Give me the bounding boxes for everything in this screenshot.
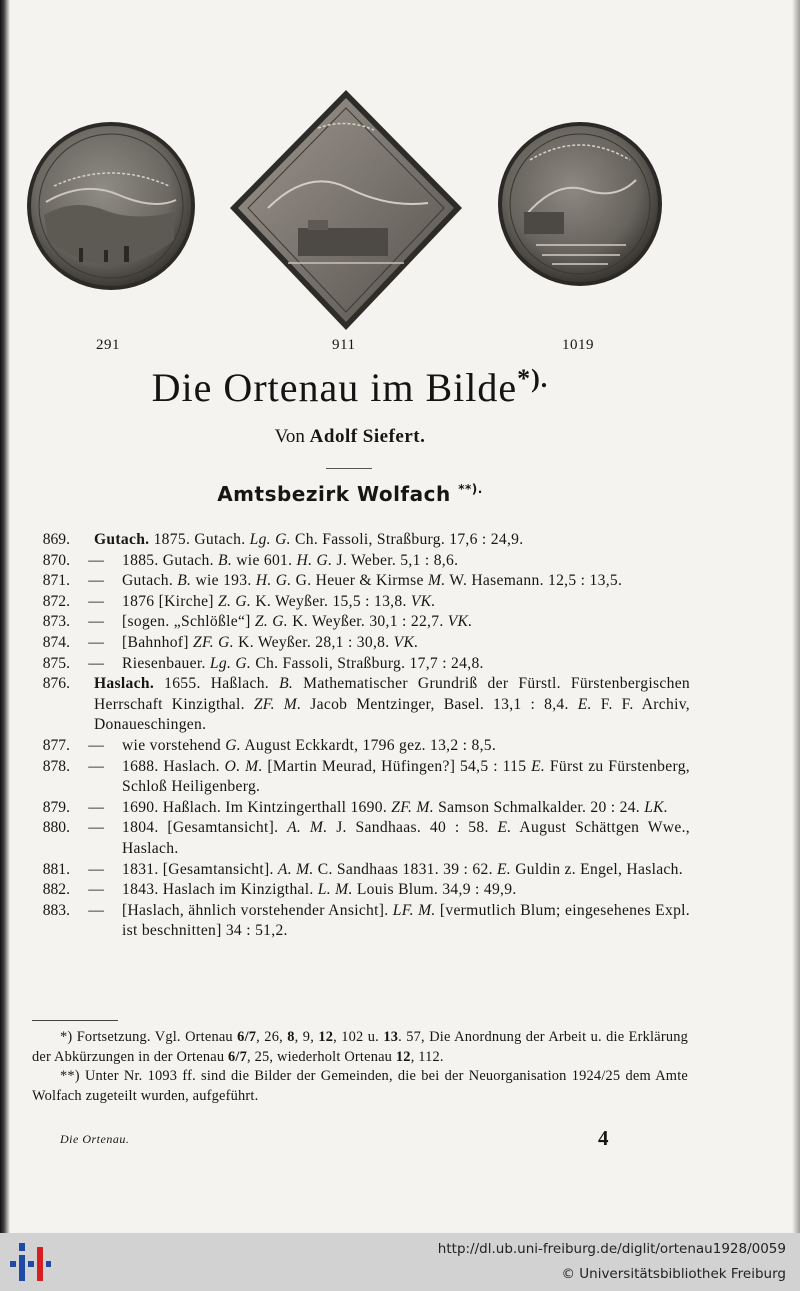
ub-freiburg-logo-icon xyxy=(8,1241,52,1289)
coin-image-291 xyxy=(24,120,198,292)
entry-text: [Bahnhof] ZF. G. K. Weyßer. 28,1 : 30,8. VK. xyxy=(122,633,419,651)
entry-number: 874. xyxy=(42,633,70,651)
coin-number-911: 911 xyxy=(332,337,356,353)
entry-number: 873. xyxy=(42,613,70,631)
entry-number: 876. xyxy=(42,675,70,693)
entry-ditto-dash: — xyxy=(88,798,104,816)
district-heading xyxy=(0,482,700,506)
byline-author: Adolf Siefert. xyxy=(309,426,426,447)
catalog-entry xyxy=(30,757,690,798)
entry-ditto-dash: — xyxy=(88,819,104,837)
copyright-notice: © Universitätsbibliothek Freiburg xyxy=(561,1266,786,1282)
entry-number: 875. xyxy=(42,654,70,672)
entry-text: 1690. Haßlach. Im Kintzingerthall 1690. ZF. M. Samson Schmalkalder. 20 : 24. LK. xyxy=(122,798,669,816)
entry-number: 882. xyxy=(42,881,70,899)
district-text: Amtsbezirk Wolfach xyxy=(217,482,451,506)
coin-image-1019 xyxy=(496,120,664,288)
entry-number: 883. xyxy=(42,901,70,919)
entry-text: wie vorstehend G. August Eckkardt, 1796 gez. 13,2 : 8,5. xyxy=(122,736,497,754)
catalog-entry xyxy=(30,612,690,633)
entry-number: 879. xyxy=(42,798,70,816)
entry-number: 869. xyxy=(42,531,70,548)
entry-text: 1843. Haslach im Kinzigthal. L. M. Louis Blum. 34,9 : 49,9. xyxy=(122,881,517,899)
footnote: *) Fortsetzung. Vgl. Ortenau 6/7, 26, 8, 9, 12, 102 u. 13. 57, Die Anordnung der Arbeit u. die Erklärung der Abkürzungen in der Ortenau 6/7, 25, wiederholt Ortenau 12, 112. xyxy=(32,1029,689,1065)
entry-text: 1688. Haslach. O. M. [Martin Meurad, Hüfingen?] 54,5 : 115 E. Fürst zu Fürstenberg, Schloß Heiligenberg. xyxy=(122,757,690,796)
entry-number: 872. xyxy=(42,592,70,610)
catalog-entry xyxy=(30,880,690,901)
entry-text: 1804. [Gesamtansicht]. A. M. J. Sandhaas. 40 : 58. E. August Schättgen Wwe., Haslach. xyxy=(122,819,690,857)
title-footnote-mark: *). xyxy=(517,364,549,393)
entry-number: 871. xyxy=(42,572,70,590)
section-divider xyxy=(326,468,372,469)
entry-ditto-dash: — xyxy=(88,736,104,754)
byline-von: Von xyxy=(274,426,305,447)
footer-signature: 4 xyxy=(598,1126,609,1150)
entry-number: 880. xyxy=(42,819,70,837)
footnotes xyxy=(32,1028,688,1106)
permalink-url[interactable]: http://dl.ub.uni-freiburg.de/diglit/ortenau1928/0059 xyxy=(437,1241,786,1257)
entry-number: 878. xyxy=(42,757,70,775)
entry-ditto-dash: — xyxy=(88,572,104,590)
catalog-entry xyxy=(30,571,690,592)
entry-ditto-dash: — xyxy=(88,551,104,569)
coin-image-911 xyxy=(228,88,464,332)
entry-text: 1876 [Kirche] Z. G. K. Weyßer. 15,5 : 13,8. VK. xyxy=(122,592,436,610)
catalog-entry xyxy=(30,674,690,736)
entry-text: [sogen. „Schlößle“] Z. G. K. Weyßer. 30,1 : 22,7. VK. xyxy=(122,613,473,631)
entry-ditto-dash: — xyxy=(88,757,104,775)
entry-ditto-dash: — xyxy=(88,860,104,878)
coin-number-1019: 1019 xyxy=(562,337,594,353)
catalog-entry xyxy=(30,551,690,572)
footnote-divider xyxy=(32,1020,118,1021)
page-title xyxy=(0,364,700,411)
entry-ditto-dash: — xyxy=(88,592,104,610)
footer-journal-name: Die Ortenau. xyxy=(60,1132,130,1146)
entry-ditto-dash: — xyxy=(88,901,104,919)
entry-text: Riesenbauer. Lg. G. Ch. Fassoli, Straßburg. 17,7 : 24,8. xyxy=(122,654,484,672)
catalog-entry xyxy=(30,736,690,757)
entry-text: Gutach. 1875. Gutach. Lg. G. Ch. Fassoli, Straßburg. 17,6 : 24,9. xyxy=(94,531,524,548)
catalog-entry xyxy=(30,592,690,613)
catalog-entry xyxy=(30,860,690,881)
entry-ditto-dash: — xyxy=(88,613,104,631)
catalog-entry xyxy=(30,633,690,654)
catalog-entry xyxy=(30,798,690,819)
title-text: Die Ortenau im Bilde xyxy=(151,365,518,410)
catalog-entry xyxy=(30,901,690,942)
catalog-entry xyxy=(30,654,690,675)
entry-text: 1831. [Gesamtansicht]. A. M. C. Sandhaas 1831. 39 : 62. E. Guldin z. Engel, Haslach. xyxy=(122,860,683,878)
footnote: **) Unter Nr. 1093 ff. sind die Bilder der Gemeinden, die bei der Neuorganisation 1924/25 dem Amte Wolfach zugeteilt wurden, aufgeführt. xyxy=(32,1068,688,1104)
byline xyxy=(0,426,700,448)
entry-text: [Haslach, ähnlich vorstehender Ansicht]. LF. M. [vermutlich Blum; eingesehenes Expl. ist beschnitten] 34 : 51,2. xyxy=(122,901,691,940)
district-footnote-mark: **). xyxy=(458,482,483,496)
entry-ditto-dash: — xyxy=(88,654,104,672)
coin-number-291: 291 xyxy=(96,337,120,353)
entry-number: 870. xyxy=(42,551,70,569)
entry-text: 1885. Gutach. B. wie 601. H. G. J. Weber. 5,1 : 8,6. xyxy=(122,551,459,569)
entry-number: 881. xyxy=(42,860,70,878)
catalog-entry xyxy=(30,530,690,551)
entry-text: Gutach. B. wie 193. H. G. G. Heuer & Kirmse M. W. Hasemann. 12,5 : 13,5. xyxy=(122,572,623,590)
catalog-entries xyxy=(30,530,690,942)
catalog-entry xyxy=(30,818,690,859)
viewer-info-bar xyxy=(0,1233,800,1291)
entry-ditto-dash: — xyxy=(88,633,104,651)
entry-ditto-dash: — xyxy=(88,881,104,899)
entry-number: 877. xyxy=(42,736,70,754)
entry-text: Haslach. 1655. Haßlach. B. Mathematischer Grundriß der Fürstl. Fürstenbergischen Herrschaft Kinzigthal. ZF. M. Jacob Mentzinger, Basel. 13,1 : 8,4. E. F. F. Archiv, Donaueschingen. xyxy=(94,675,691,734)
